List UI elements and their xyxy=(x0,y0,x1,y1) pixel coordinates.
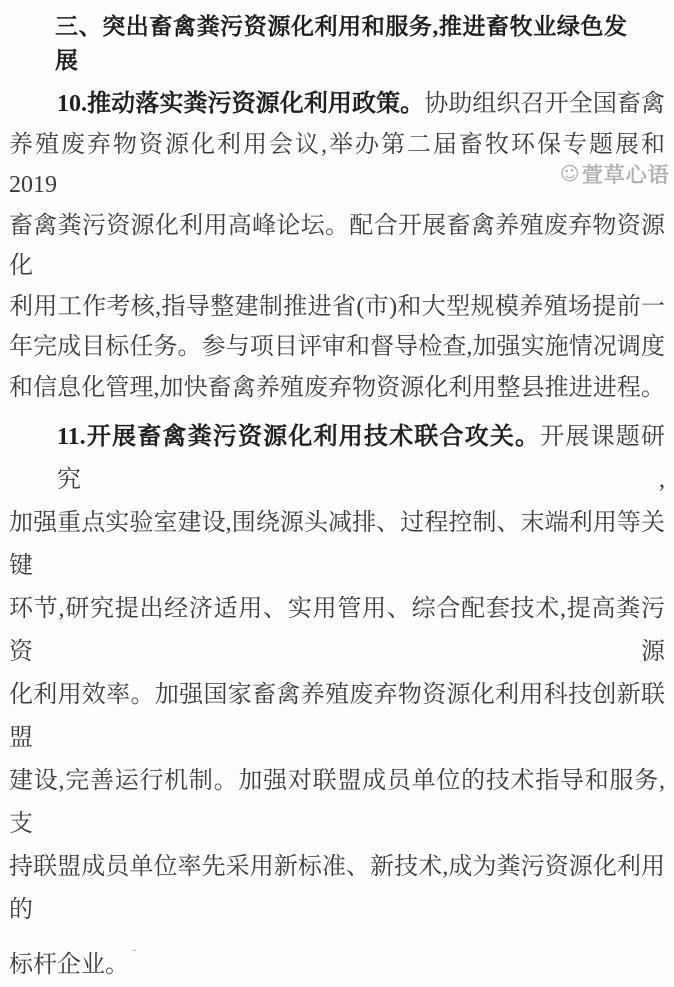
text-line: 利用工作考核,指导整建制推进省(市)和大型规模养殖场提前一 xyxy=(9,293,665,320)
stray-scan-mark: ¨ xyxy=(132,946,139,961)
text-line: 加强重点实验室建设,围绕源头减排、过程控制、末端利用等关键 xyxy=(9,510,665,579)
text-run: 标杆企业。 xyxy=(9,952,129,978)
text-line xyxy=(9,932,665,987)
watermark-smiley-icon: ☺ xyxy=(558,161,582,186)
section-heading: 三、突出畜禽粪污资源化利用和服务,推进畜牧业绿色发展 xyxy=(55,14,627,73)
text-line: 年完成目标任务。参与项目评审和督导检查,加强实施情况调度 xyxy=(9,334,665,360)
paragraph-item-10 xyxy=(9,84,665,408)
item-11-lead: 11.开展畜禽粪污资源化利用技术联合攻关。 xyxy=(57,424,541,450)
watermark-text: 萱草心语 xyxy=(581,163,670,187)
paragraph-item-11 xyxy=(9,416,665,987)
text-line xyxy=(9,416,665,502)
text-line: 建设,完善运行机制。加强对联盟成员单位的技术指导和服务,支 xyxy=(9,768,665,837)
text-line: 和信息化管理,加快畜禽养殖废弃物资源化利用整县推进进程。 xyxy=(9,374,665,401)
text-run: 协助组织召开全国畜禽 xyxy=(424,91,665,117)
text-line: 养殖废弃物资源化利用会议,举办第二届畜牧环保专题展和 2019 xyxy=(9,131,665,198)
text-line: 持联盟成员单位率先采用新标准、新技术,成为粪污资源化利用的 xyxy=(9,854,665,923)
text-line xyxy=(9,84,665,125)
text-line: 畜禽粪污资源化利用高峰论坛。配合开展畜禽养殖废弃物资源化 xyxy=(9,212,665,279)
text-line: 化利用效率。加强国家畜禽养殖废弃物资源化利用科技创新联盟 xyxy=(9,682,665,751)
text-line: 环节,研究提出经济适用、实用管用、综合配套技术,提高粪污资源 xyxy=(9,596,665,665)
text-run: 开展课题研究, xyxy=(57,424,665,493)
item-10-lead: 10.推动落实粪污资源化利用政策。 xyxy=(57,91,425,117)
